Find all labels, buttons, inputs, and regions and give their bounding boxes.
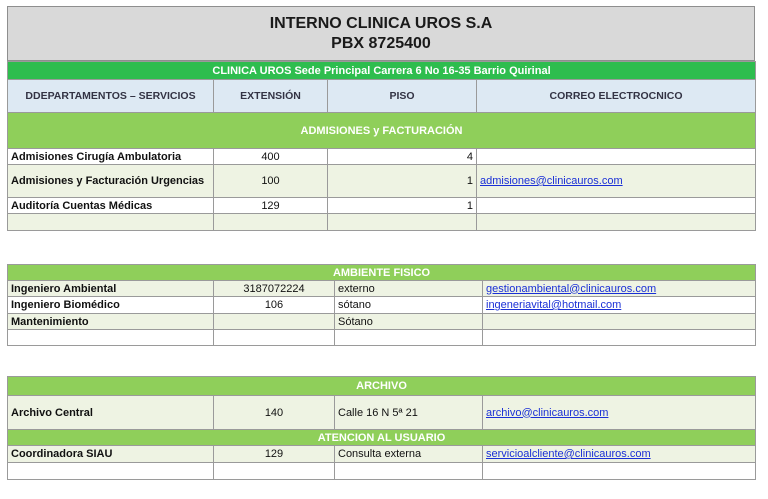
table-row [8,281,756,297]
row-name: Ingeniero Ambiental [8,281,214,297]
email-link[interactable]: servicioalcliente@clinicauros.com [486,448,651,460]
main-directory-table [7,61,756,231]
address-bar: CLINICA UROS Sede Principal Carrera 6 No 16-35 Barrio Quirinal [8,62,756,80]
email-link[interactable]: admisiones@clinicauros.com [480,175,623,187]
row-extension: 140 [214,396,335,430]
row-name: Mantenimiento [8,314,214,330]
row-email[interactable] [483,396,756,430]
document-header [7,6,755,61]
row-extension: 3187072224 [214,281,335,297]
section-title-ambiente: AMBIENTE FISICO [8,265,756,281]
table-row [8,446,756,463]
table-row [8,297,756,314]
email-link[interactable]: gestionambiental@clinicauros.com [486,282,657,295]
column-header-floor: PISO [328,80,477,113]
row-name: Admisiones y Facturación Urgencias [8,165,214,198]
row-floor: externo [335,281,483,297]
row-floor: sótano [335,297,483,314]
empty-row [8,330,756,346]
row-name: Coordinadora SIAU [8,446,214,463]
empty-row [8,463,756,480]
row-name: Ingeniero Biomédico [8,297,214,314]
ambiente-table [7,264,756,346]
column-header-email: CORREO ELECTROCNICO [477,80,756,113]
row-email [483,314,756,330]
row-floor: 1 [328,198,477,214]
row-name: Archivo Central [8,396,214,430]
email-link[interactable]: ingeneriavital@hotmail.com [486,299,622,311]
row-extension: 129 [214,198,328,214]
row-floor: 4 [328,149,477,165]
row-extension: 400 [214,149,328,165]
column-header-departments: DDEPARTAMENTOS – SERVICIOS [8,80,214,113]
pbx-number: PBX 8725400 [331,35,431,52]
email-link[interactable]: archivo@clinicauros.com [486,406,609,419]
row-email[interactable] [477,165,756,198]
row-floor: Calle 16 N 5ª 21 [335,396,483,430]
empty-row [8,214,756,231]
archivo-table [7,376,756,480]
row-email [477,149,756,165]
section-title-archivo: ARCHIVO [8,377,756,396]
table-row [8,396,756,430]
row-extension: 100 [214,165,328,198]
table-row [8,314,756,330]
row-floor: Sótano [335,314,483,330]
section-title-atencion: ATENCION AL USUARIO [8,430,756,446]
row-extension: 129 [214,446,335,463]
row-floor: Consulta externa [335,446,483,463]
table-row [8,149,756,165]
document-title: INTERNO CLINICA UROS S.A [269,15,493,32]
row-name: Auditoría Cuentas Médicas [8,198,214,214]
row-email[interactable] [483,446,756,463]
row-floor: 1 [328,165,477,198]
row-extension [214,314,335,330]
section-title-admisiones: ADMISIONES y FACTURACIÓN [8,113,756,149]
row-email[interactable] [483,281,756,297]
row-email[interactable] [483,297,756,314]
table-row [8,198,756,214]
row-extension: 106 [214,297,335,314]
row-name: Admisiones Cirugía Ambulatoria [8,149,214,165]
table-row [8,165,756,198]
column-header-extension: EXTENSIÓN [214,80,328,113]
row-email [477,198,756,214]
